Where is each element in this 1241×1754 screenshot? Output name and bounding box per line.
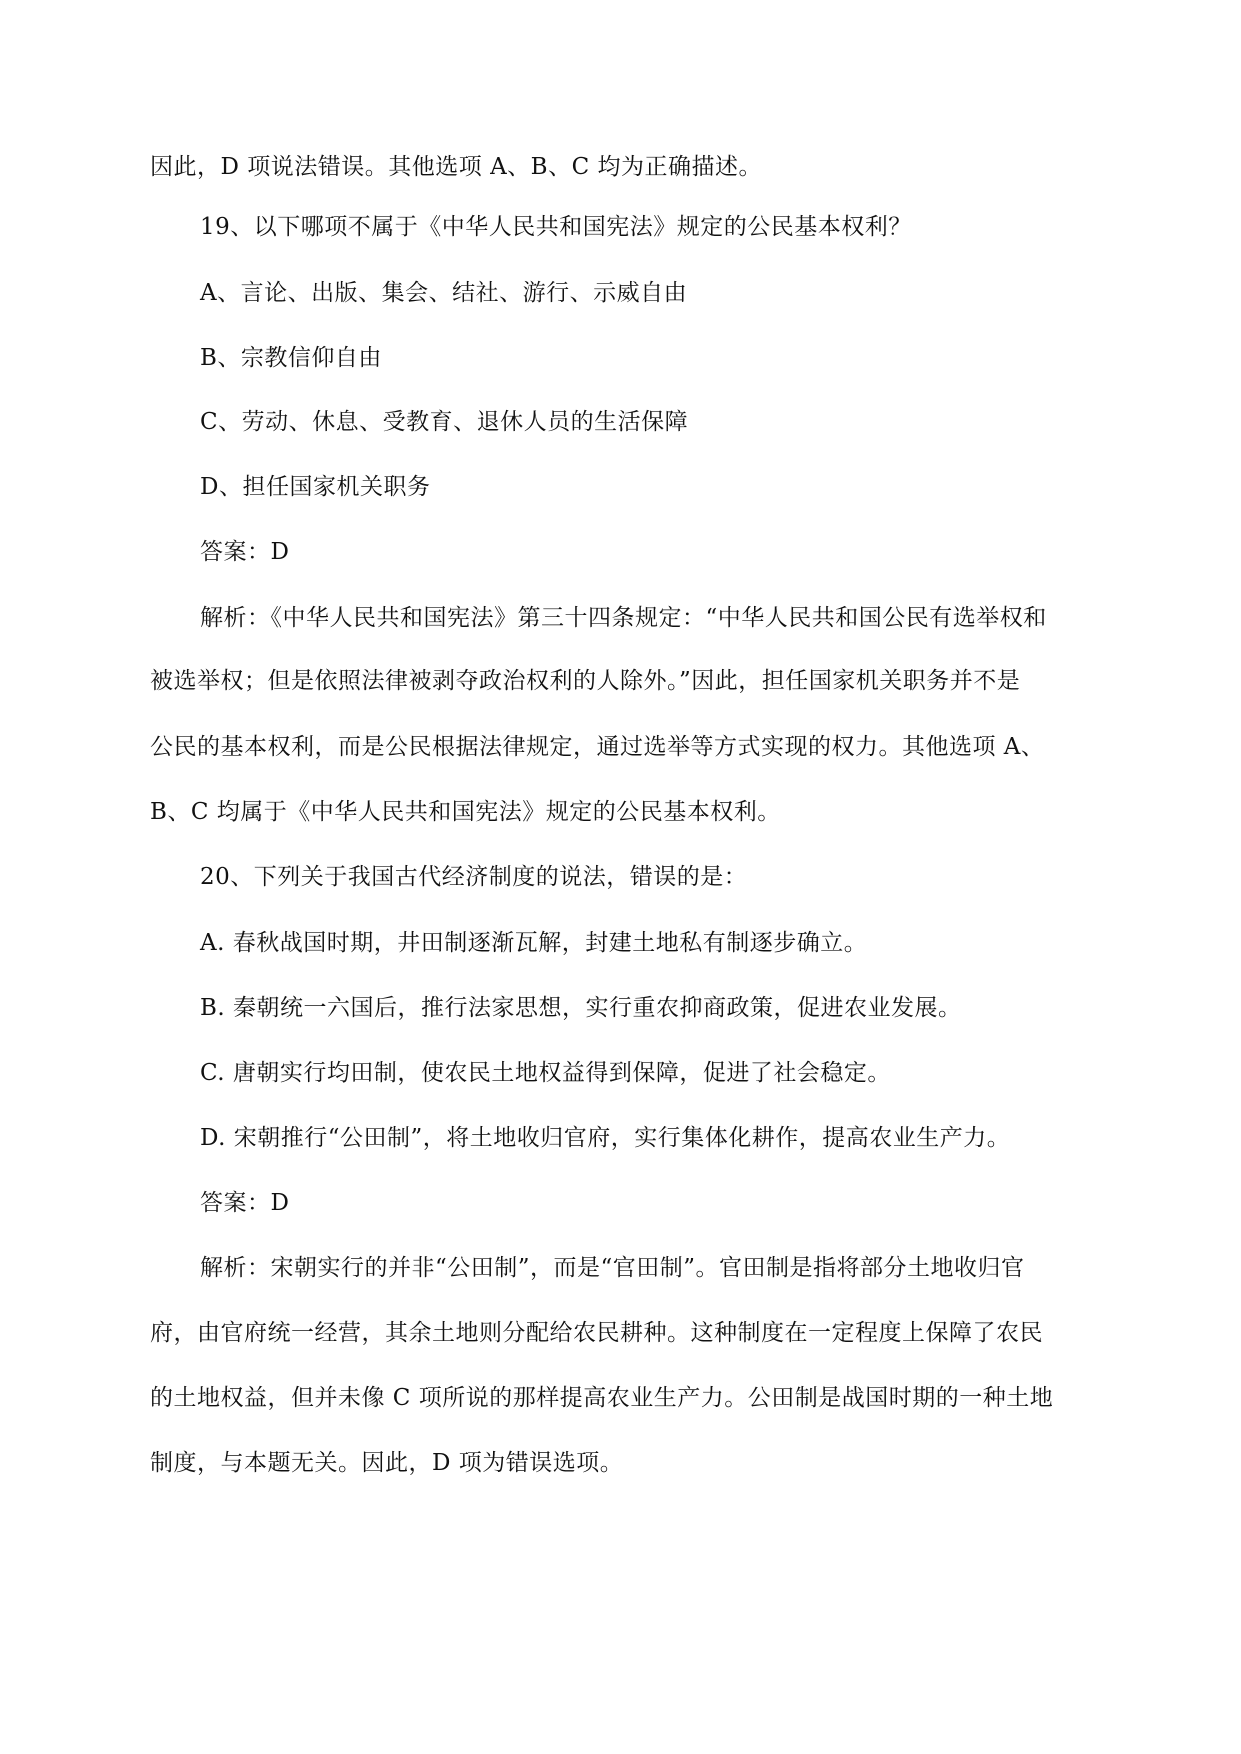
q19-explanation-line-4: B、C 均属于《中华人民共和国宪法》规定的公民基本权利。: [150, 799, 781, 825]
q19-option-c: C、劳动、休息、受教育、退休人员的生活保障: [200, 409, 689, 435]
question-19: 19、以下哪项不属于《中华人民共和国宪法》规定的公民基本权利？: [200, 214, 912, 240]
q20-explanation-line-1: 解析：宋朝实行的并非“公田制”，而是“官田制”。官田制是指将部分土地收归官: [200, 1255, 1025, 1281]
q20-option-b: B. 秦朝统一六国后，推行法家思想，实行重农抑商政策，促进农业发展。: [200, 995, 962, 1021]
q19-explanation-line-1: 解析：《中华人民共和国宪法》第三十四条规定：“中华人民共和国公民有选举权和: [200, 605, 1047, 631]
q19-explanation-line-2: 被选举权；但是依照法律被剥夺政治权利的人除外。”因此，担任国家机关职务并不是: [150, 668, 1021, 694]
q20-explanation-line-4: 制度，与本题无关。因此，D 项为错误选项。: [150, 1450, 624, 1476]
q20-option-c: C. 唐朝实行均田制，使农民土地权益得到保障，促进了社会稳定。: [200, 1060, 891, 1086]
q19-answer: 答案：D: [200, 539, 290, 565]
q20-option-a: A. 春秋战国时期，井田制逐渐瓦解，封建土地私有制逐步确立。: [200, 930, 868, 956]
q19-explanation-line-3: 公民的基本权利，而是公民根据法律规定，通过选举等方式实现的权力。其他选项 A、: [150, 734, 1045, 760]
q19-option-a: A、言论、出版、集会、结社、游行、示威自由: [200, 280, 688, 306]
q20-explanation-line-2: 府，由官府统一经营，其余土地则分配给农民耕种。这种制度在一定程度上保障了农民: [150, 1320, 1043, 1346]
prev-explanation-conclusion: 因此，D 项说法错误。其他选项 A、B、C 均为正确描述。: [150, 154, 762, 180]
q20-explanation-line-3: 的土地权益，但并未像 C 项所说的那样提高农业生产力。公田制是战国时期的一种土地: [150, 1385, 1054, 1411]
q19-option-b: B、宗教信仰自由: [200, 345, 382, 371]
q19-option-d: D、担任国家机关职务: [200, 474, 431, 500]
q20-answer: 答案：D: [200, 1190, 290, 1216]
question-20: 20、下列关于我国古代经济制度的说法，错误的是：: [200, 864, 748, 890]
q20-option-d: D. 宋朝推行“公田制”，将土地收归官府，实行集体化耕作，提高农业生产力。: [200, 1125, 1011, 1151]
